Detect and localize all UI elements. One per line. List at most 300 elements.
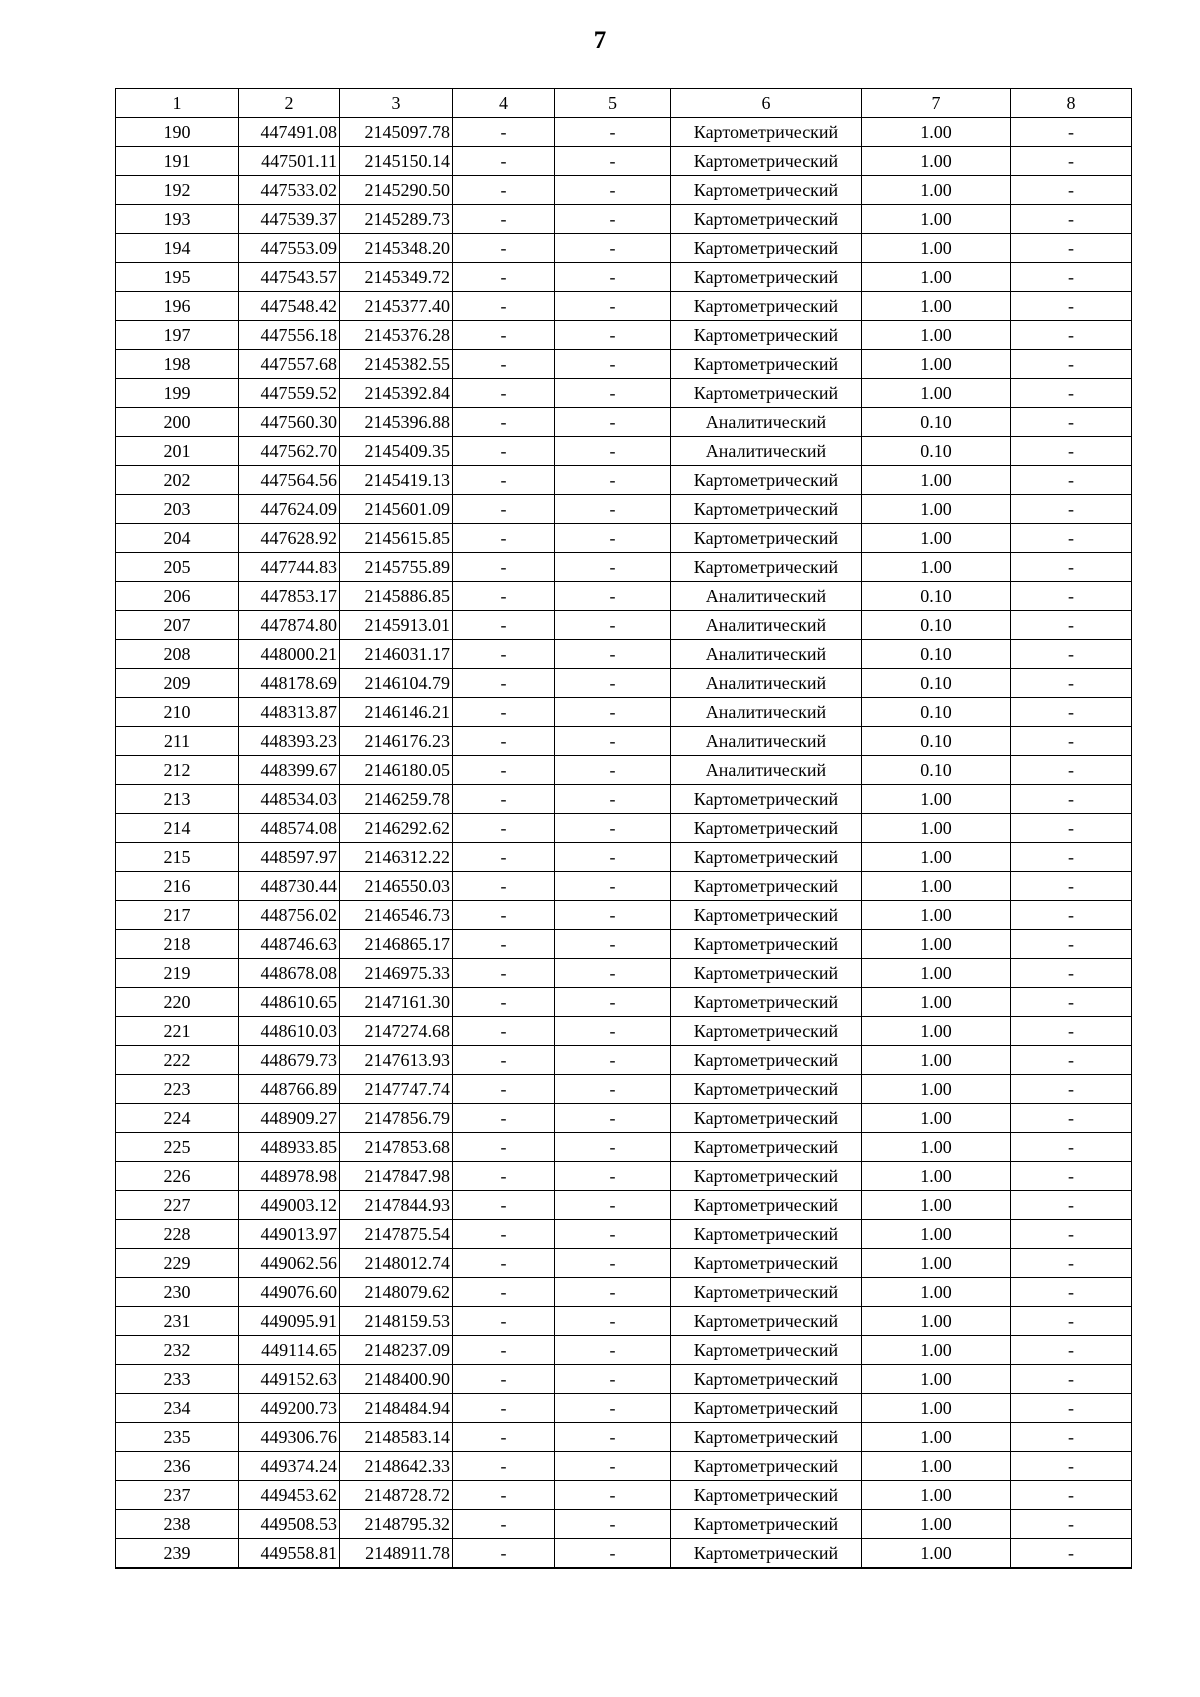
- point-number-cell: 220: [116, 988, 239, 1017]
- column-4-cell: -: [453, 872, 555, 901]
- column-5-cell: -: [555, 437, 671, 466]
- x-coordinate-cell: 449013.97: [239, 1220, 340, 1249]
- x-coordinate-cell: 447874.80: [239, 611, 340, 640]
- point-number-cell: 210: [116, 698, 239, 727]
- column-4-cell: -: [453, 350, 555, 379]
- column-8-cell: -: [1011, 1046, 1132, 1075]
- y-coordinate-cell: 2147161.30: [340, 988, 453, 1017]
- column-5-cell: -: [555, 988, 671, 1017]
- column-4-cell: -: [453, 524, 555, 553]
- table-row: [116, 1510, 1132, 1539]
- column-4-cell: -: [453, 1191, 555, 1220]
- method-cell: Картометрический: [671, 1365, 862, 1394]
- column-header: 8: [1011, 89, 1132, 118]
- method-cell: Картометрический: [671, 988, 862, 1017]
- x-coordinate-cell: 448000.21: [239, 640, 340, 669]
- table-row: [116, 524, 1132, 553]
- method-cell: Картометрический: [671, 263, 862, 292]
- table-row: [116, 872, 1132, 901]
- y-coordinate-cell: 2146176.23: [340, 727, 453, 756]
- accuracy-cell: 1.00: [862, 118, 1011, 147]
- y-coordinate-cell: 2147847.98: [340, 1162, 453, 1191]
- column-8-cell: -: [1011, 553, 1132, 582]
- x-coordinate-cell: 447543.57: [239, 263, 340, 292]
- column-5-cell: -: [555, 553, 671, 582]
- column-8-cell: -: [1011, 814, 1132, 843]
- column-4-cell: -: [453, 292, 555, 321]
- column-8-cell: -: [1011, 1133, 1132, 1162]
- column-5-cell: -: [555, 1510, 671, 1539]
- column-5-cell: -: [555, 1307, 671, 1336]
- column-5-cell: -: [555, 582, 671, 611]
- column-8-cell: -: [1011, 1539, 1132, 1569]
- point-number-cell: 218: [116, 930, 239, 959]
- table-row: [116, 437, 1132, 466]
- column-4-cell: -: [453, 437, 555, 466]
- y-coordinate-cell: 2148012.74: [340, 1249, 453, 1278]
- point-number-cell: 198: [116, 350, 239, 379]
- point-number-cell: 211: [116, 727, 239, 756]
- method-cell: Картометрический: [671, 785, 862, 814]
- method-cell: Картометрический: [671, 495, 862, 524]
- column-header: 7: [862, 89, 1011, 118]
- x-coordinate-cell: 449076.60: [239, 1278, 340, 1307]
- x-coordinate-cell: 449558.81: [239, 1539, 340, 1569]
- point-number-cell: 213: [116, 785, 239, 814]
- column-4-cell: -: [453, 930, 555, 959]
- table-row: [116, 843, 1132, 872]
- point-number-cell: 228: [116, 1220, 239, 1249]
- column-8-cell: -: [1011, 959, 1132, 988]
- method-cell: Картометрический: [671, 466, 862, 495]
- point-number-cell: 225: [116, 1133, 239, 1162]
- x-coordinate-cell: 447564.56: [239, 466, 340, 495]
- point-number-cell: 229: [116, 1249, 239, 1278]
- column-5-cell: -: [555, 640, 671, 669]
- accuracy-cell: 0.10: [862, 582, 1011, 611]
- point-number-cell: 214: [116, 814, 239, 843]
- method-cell: Картометрический: [671, 1133, 862, 1162]
- column-5-cell: -: [555, 321, 671, 350]
- y-coordinate-cell: 2147853.68: [340, 1133, 453, 1162]
- column-8-cell: -: [1011, 1452, 1132, 1481]
- table-row: [116, 930, 1132, 959]
- method-cell: Картометрический: [671, 292, 862, 321]
- column-header: 4: [453, 89, 555, 118]
- method-cell: Картометрический: [671, 1481, 862, 1510]
- x-coordinate-cell: 449152.63: [239, 1365, 340, 1394]
- point-number-cell: 226: [116, 1162, 239, 1191]
- point-number-cell: 223: [116, 1075, 239, 1104]
- accuracy-cell: 1.00: [862, 988, 1011, 1017]
- point-number-cell: 221: [116, 1017, 239, 1046]
- point-number-cell: 224: [116, 1104, 239, 1133]
- y-coordinate-cell: 2146259.78: [340, 785, 453, 814]
- x-coordinate-cell: 447553.09: [239, 234, 340, 263]
- method-cell: Картометрический: [671, 1278, 862, 1307]
- method-cell: Аналитический: [671, 408, 862, 437]
- table-row: [116, 727, 1132, 756]
- column-4-cell: -: [453, 1104, 555, 1133]
- column-4-cell: -: [453, 611, 555, 640]
- point-number-cell: 206: [116, 582, 239, 611]
- column-5-cell: -: [555, 350, 671, 379]
- y-coordinate-cell: 2146292.62: [340, 814, 453, 843]
- column-5-cell: -: [555, 1133, 671, 1162]
- point-number-cell: 216: [116, 872, 239, 901]
- x-coordinate-cell: 448178.69: [239, 669, 340, 698]
- y-coordinate-cell: 2145376.28: [340, 321, 453, 350]
- column-5-cell: -: [555, 524, 671, 553]
- x-coordinate-cell: 448399.67: [239, 756, 340, 785]
- column-4-cell: -: [453, 988, 555, 1017]
- column-4-cell: -: [453, 466, 555, 495]
- accuracy-cell: 1.00: [862, 379, 1011, 408]
- table-row: [116, 611, 1132, 640]
- accuracy-cell: 1.00: [862, 1220, 1011, 1249]
- x-coordinate-cell: 448730.44: [239, 872, 340, 901]
- accuracy-cell: 1.00: [862, 1452, 1011, 1481]
- accuracy-cell: 0.10: [862, 669, 1011, 698]
- column-5-cell: -: [555, 1162, 671, 1191]
- method-cell: Аналитический: [671, 727, 862, 756]
- accuracy-cell: 1.00: [862, 1133, 1011, 1162]
- accuracy-cell: 1.00: [862, 959, 1011, 988]
- y-coordinate-cell: 2148583.14: [340, 1423, 453, 1452]
- column-8-cell: -: [1011, 988, 1132, 1017]
- method-cell: Картометрический: [671, 1452, 862, 1481]
- point-number-cell: 233: [116, 1365, 239, 1394]
- method-cell: Картометрический: [671, 118, 862, 147]
- x-coordinate-cell: 449306.76: [239, 1423, 340, 1452]
- method-cell: Картометрический: [671, 1220, 862, 1249]
- point-number-cell: 231: [116, 1307, 239, 1336]
- point-number-cell: 219: [116, 959, 239, 988]
- y-coordinate-cell: 2145409.35: [340, 437, 453, 466]
- table-row: [116, 495, 1132, 524]
- column-8-cell: -: [1011, 698, 1132, 727]
- column-5-cell: -: [555, 495, 671, 524]
- column-8-cell: -: [1011, 1278, 1132, 1307]
- y-coordinate-cell: 2148159.53: [340, 1307, 453, 1336]
- table-row: [116, 814, 1132, 843]
- x-coordinate-cell: 447560.30: [239, 408, 340, 437]
- column-5-cell: -: [555, 379, 671, 408]
- method-cell: Картометрический: [671, 930, 862, 959]
- table-row: [116, 350, 1132, 379]
- method-cell: Картометрический: [671, 1017, 862, 1046]
- column-4-cell: -: [453, 263, 555, 292]
- accuracy-cell: 0.10: [862, 437, 1011, 466]
- accuracy-cell: 1.00: [862, 234, 1011, 263]
- x-coordinate-cell: 448766.89: [239, 1075, 340, 1104]
- accuracy-cell: 1.00: [862, 1162, 1011, 1191]
- x-coordinate-cell: 448909.27: [239, 1104, 340, 1133]
- method-cell: Аналитический: [671, 582, 862, 611]
- column-4-cell: -: [453, 234, 555, 263]
- y-coordinate-cell: 2147875.54: [340, 1220, 453, 1249]
- accuracy-cell: 1.00: [862, 466, 1011, 495]
- accuracy-cell: 1.00: [862, 872, 1011, 901]
- point-number-cell: 212: [116, 756, 239, 785]
- method-cell: Картометрический: [671, 901, 862, 930]
- x-coordinate-cell: 448313.87: [239, 698, 340, 727]
- y-coordinate-cell: 2148642.33: [340, 1452, 453, 1481]
- column-header: 1: [116, 89, 239, 118]
- column-8-cell: -: [1011, 1191, 1132, 1220]
- column-8-cell: -: [1011, 1307, 1132, 1336]
- table-row: [116, 1307, 1132, 1336]
- column-4-cell: -: [453, 1423, 555, 1452]
- column-8-cell: -: [1011, 234, 1132, 263]
- column-5-cell: -: [555, 727, 671, 756]
- column-8-cell: -: [1011, 1017, 1132, 1046]
- column-5-cell: -: [555, 1104, 671, 1133]
- column-5-cell: -: [555, 1220, 671, 1249]
- point-number-cell: 207: [116, 611, 239, 640]
- y-coordinate-cell: 2145349.72: [340, 263, 453, 292]
- method-cell: Картометрический: [671, 147, 862, 176]
- column-4-cell: -: [453, 1452, 555, 1481]
- column-8-cell: -: [1011, 437, 1132, 466]
- x-coordinate-cell: 448610.65: [239, 988, 340, 1017]
- point-number-cell: 191: [116, 147, 239, 176]
- y-coordinate-cell: 2146146.21: [340, 698, 453, 727]
- column-5-cell: -: [555, 611, 671, 640]
- table-row: [116, 1278, 1132, 1307]
- column-5-cell: -: [555, 1336, 671, 1365]
- column-8-cell: -: [1011, 1423, 1132, 1452]
- column-4-cell: -: [453, 1307, 555, 1336]
- table-row: [116, 408, 1132, 437]
- accuracy-cell: 1.00: [862, 785, 1011, 814]
- column-5-cell: -: [555, 408, 671, 437]
- method-cell: Картометрический: [671, 379, 862, 408]
- method-cell: Картометрический: [671, 814, 862, 843]
- column-4-cell: -: [453, 495, 555, 524]
- accuracy-cell: 1.00: [862, 901, 1011, 930]
- accuracy-cell: 0.10: [862, 698, 1011, 727]
- accuracy-cell: 0.10: [862, 640, 1011, 669]
- table-row: [116, 1133, 1132, 1162]
- x-coordinate-cell: 448534.03: [239, 785, 340, 814]
- method-cell: Картометрический: [671, 1162, 862, 1191]
- point-number-cell: 205: [116, 553, 239, 582]
- column-8-cell: -: [1011, 408, 1132, 437]
- column-header: 3: [340, 89, 453, 118]
- table-row: [116, 640, 1132, 669]
- point-number-cell: 239: [116, 1539, 239, 1569]
- y-coordinate-cell: 2146546.73: [340, 901, 453, 930]
- column-8-cell: -: [1011, 1104, 1132, 1133]
- accuracy-cell: 1.00: [862, 1046, 1011, 1075]
- column-4-cell: -: [453, 176, 555, 205]
- column-8-cell: -: [1011, 1075, 1132, 1104]
- y-coordinate-cell: 2145289.73: [340, 205, 453, 234]
- x-coordinate-cell: 449374.24: [239, 1452, 340, 1481]
- table-row: [116, 698, 1132, 727]
- accuracy-cell: 1.00: [862, 1278, 1011, 1307]
- accuracy-cell: 1.00: [862, 1104, 1011, 1133]
- y-coordinate-cell: 2146312.22: [340, 843, 453, 872]
- point-number-cell: 195: [116, 263, 239, 292]
- table-row: [116, 1481, 1132, 1510]
- page-number: 7: [593, 27, 607, 54]
- column-5-cell: -: [555, 147, 671, 176]
- table-body: [116, 118, 1132, 1569]
- table-row: [116, 1452, 1132, 1481]
- column-4-cell: -: [453, 901, 555, 930]
- method-cell: Картометрический: [671, 959, 862, 988]
- table-row: [116, 1336, 1132, 1365]
- method-cell: Аналитический: [671, 437, 862, 466]
- column-4-cell: -: [453, 1336, 555, 1365]
- column-8-cell: -: [1011, 263, 1132, 292]
- method-cell: Картометрический: [671, 872, 862, 901]
- column-4-cell: -: [453, 379, 555, 408]
- column-8-cell: -: [1011, 1365, 1132, 1394]
- table-row: [116, 1075, 1132, 1104]
- point-number-cell: 227: [116, 1191, 239, 1220]
- accuracy-cell: 1.00: [862, 1539, 1011, 1569]
- y-coordinate-cell: 2145419.13: [340, 466, 453, 495]
- method-cell: Картометрический: [671, 1539, 862, 1569]
- method-cell: Картометрический: [671, 234, 862, 263]
- accuracy-cell: 1.00: [862, 1365, 1011, 1394]
- method-cell: Картометрический: [671, 1307, 862, 1336]
- column-5-cell: -: [555, 205, 671, 234]
- x-coordinate-cell: 447539.37: [239, 205, 340, 234]
- column-8-cell: -: [1011, 582, 1132, 611]
- point-number-cell: 236: [116, 1452, 239, 1481]
- method-cell: Картометрический: [671, 553, 862, 582]
- accuracy-cell: 1.00: [862, 1075, 1011, 1104]
- column-8-cell: -: [1011, 872, 1132, 901]
- y-coordinate-cell: 2146180.05: [340, 756, 453, 785]
- column-4-cell: -: [453, 1394, 555, 1423]
- x-coordinate-cell: 447548.42: [239, 292, 340, 321]
- accuracy-cell: 1.00: [862, 1394, 1011, 1423]
- column-4-cell: -: [453, 785, 555, 814]
- table-row: [116, 553, 1132, 582]
- point-number-cell: 204: [116, 524, 239, 553]
- column-5-cell: -: [555, 1394, 671, 1423]
- y-coordinate-cell: 2145348.20: [340, 234, 453, 263]
- column-8-cell: -: [1011, 785, 1132, 814]
- column-4-cell: -: [453, 843, 555, 872]
- column-8-cell: -: [1011, 379, 1132, 408]
- x-coordinate-cell: 448574.08: [239, 814, 340, 843]
- accuracy-cell: 1.00: [862, 553, 1011, 582]
- x-coordinate-cell: 447628.92: [239, 524, 340, 553]
- table-row: [116, 1539, 1132, 1569]
- table-row: [116, 669, 1132, 698]
- column-4-cell: -: [453, 553, 555, 582]
- y-coordinate-cell: 2145392.84: [340, 379, 453, 408]
- x-coordinate-cell: 447853.17: [239, 582, 340, 611]
- point-number-cell: 217: [116, 901, 239, 930]
- accuracy-cell: 1.00: [862, 1481, 1011, 1510]
- column-8-cell: -: [1011, 495, 1132, 524]
- column-4-cell: -: [453, 147, 555, 176]
- point-number-cell: 199: [116, 379, 239, 408]
- coordinates-table: [115, 88, 1132, 1569]
- column-5-cell: -: [555, 1481, 671, 1510]
- y-coordinate-cell: 2145382.55: [340, 350, 453, 379]
- column-4-cell: -: [453, 640, 555, 669]
- column-5-cell: -: [555, 930, 671, 959]
- column-5-cell: -: [555, 814, 671, 843]
- column-8-cell: -: [1011, 843, 1132, 872]
- column-8-cell: -: [1011, 292, 1132, 321]
- column-4-cell: -: [453, 1046, 555, 1075]
- point-number-cell: 230: [116, 1278, 239, 1307]
- column-8-cell: -: [1011, 524, 1132, 553]
- column-8-cell: -: [1011, 350, 1132, 379]
- column-8-cell: -: [1011, 930, 1132, 959]
- accuracy-cell: 1.00: [862, 321, 1011, 350]
- point-number-cell: 202: [116, 466, 239, 495]
- x-coordinate-cell: 449453.62: [239, 1481, 340, 1510]
- y-coordinate-cell: 2147613.93: [340, 1046, 453, 1075]
- column-5-cell: -: [555, 1046, 671, 1075]
- accuracy-cell: 0.10: [862, 611, 1011, 640]
- column-5-cell: -: [555, 466, 671, 495]
- method-cell: Картометрический: [671, 524, 862, 553]
- point-number-cell: 208: [116, 640, 239, 669]
- x-coordinate-cell: 447491.08: [239, 118, 340, 147]
- column-5-cell: -: [555, 901, 671, 930]
- accuracy-cell: 1.00: [862, 350, 1011, 379]
- column-8-cell: -: [1011, 1510, 1132, 1539]
- column-4-cell: -: [453, 1017, 555, 1046]
- x-coordinate-cell: 448597.97: [239, 843, 340, 872]
- x-coordinate-cell: 448746.63: [239, 930, 340, 959]
- column-header: 5: [555, 89, 671, 118]
- column-5-cell: -: [555, 669, 671, 698]
- table-row: [116, 234, 1132, 263]
- y-coordinate-cell: 2145097.78: [340, 118, 453, 147]
- x-coordinate-cell: 449200.73: [239, 1394, 340, 1423]
- table-row: [116, 1394, 1132, 1423]
- method-cell: Картометрический: [671, 1104, 862, 1133]
- x-coordinate-cell: 447562.70: [239, 437, 340, 466]
- y-coordinate-cell: 2145615.85: [340, 524, 453, 553]
- y-coordinate-cell: 2145601.09: [340, 495, 453, 524]
- accuracy-cell: 1.00: [862, 524, 1011, 553]
- point-number-cell: 222: [116, 1046, 239, 1075]
- accuracy-cell: 1.00: [862, 205, 1011, 234]
- table-row: [116, 379, 1132, 408]
- column-5-cell: -: [555, 1539, 671, 1569]
- table-row: [116, 1249, 1132, 1278]
- method-cell: Картометрический: [671, 1249, 862, 1278]
- x-coordinate-cell: 448978.98: [239, 1162, 340, 1191]
- point-number-cell: 194: [116, 234, 239, 263]
- column-5-cell: -: [555, 118, 671, 147]
- table-row: [116, 292, 1132, 321]
- accuracy-cell: 1.00: [862, 814, 1011, 843]
- column-5-cell: -: [555, 234, 671, 263]
- method-cell: Аналитический: [671, 611, 862, 640]
- y-coordinate-cell: 2148728.72: [340, 1481, 453, 1510]
- column-8-cell: -: [1011, 1162, 1132, 1191]
- column-4-cell: -: [453, 698, 555, 727]
- point-number-cell: 235: [116, 1423, 239, 1452]
- x-coordinate-cell: 448393.23: [239, 727, 340, 756]
- accuracy-cell: 0.10: [862, 756, 1011, 785]
- column-5-cell: -: [555, 1423, 671, 1452]
